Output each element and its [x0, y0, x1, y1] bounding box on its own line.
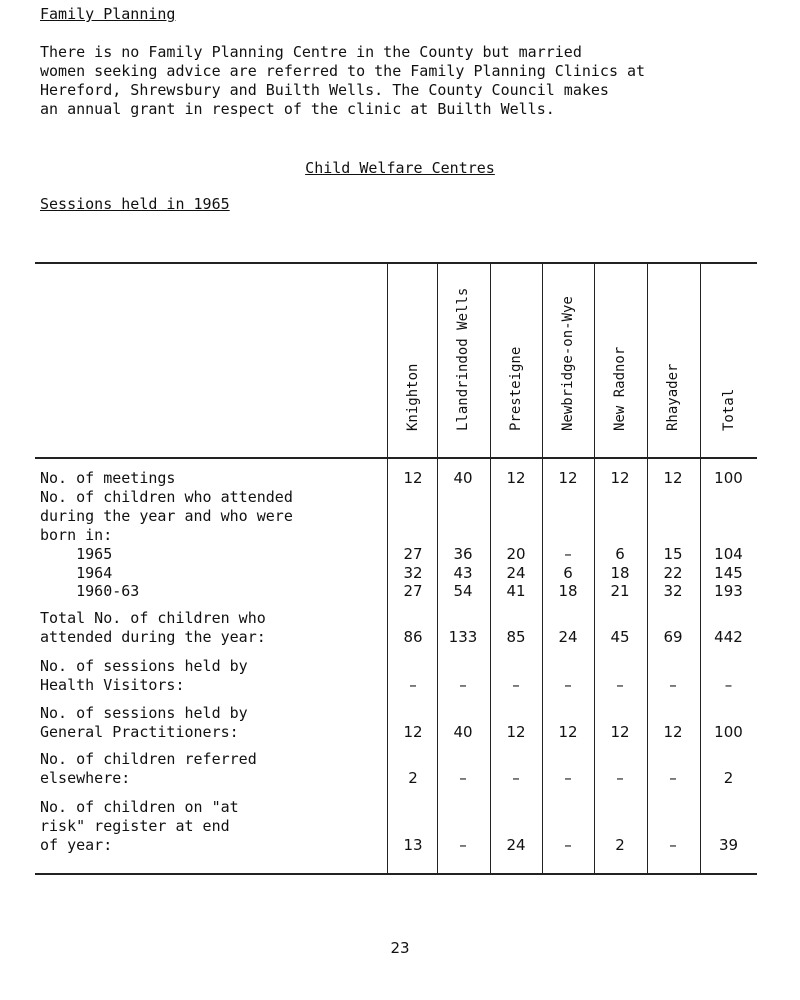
sessions-table — [35, 262, 757, 874]
row-label-line: during the year and who were — [40, 507, 293, 525]
table-cell: 40 — [453, 469, 473, 487]
table-cell: – — [459, 676, 467, 694]
table-cell: 24 — [506, 836, 526, 854]
table-cell: 40 — [453, 723, 473, 741]
row-label — [40, 750, 257, 788]
row-label-line: No. of meetings — [40, 469, 176, 487]
intro-line: an annual grant in respect of the clinic at Builth Wells. — [40, 100, 555, 118]
table-cell: 69 — [663, 628, 683, 646]
table-cell: 2 — [723, 769, 734, 787]
table-cell: 193 — [714, 582, 743, 600]
row-label-line: Total No. of children who — [40, 609, 266, 627]
table-cell: 145 — [714, 564, 743, 582]
table-cell: 12 — [663, 469, 683, 487]
table-cell: 20 — [506, 545, 526, 563]
table-cell: 104 — [714, 545, 743, 563]
row-label-line: 1965 — [40, 545, 113, 563]
table-cell: 27 — [403, 582, 423, 600]
table-bottom-rule — [35, 873, 757, 875]
table-cell: 18 — [558, 582, 578, 600]
row-label-line: risk" register at end — [40, 817, 230, 835]
column-header — [496, 262, 536, 457]
row-label-line: 1960-63 — [40, 582, 140, 600]
intro-line: women seeking advice are referred to the Family Planning Clinics at — [40, 62, 646, 80]
column-header-label: Newbridge-on-Wye — [560, 296, 576, 431]
section-subtitle: Child Welfare Centres — [305, 159, 495, 177]
table-cell: 24 — [558, 628, 578, 646]
table-cell: 12 — [403, 469, 423, 487]
table-cell: 442 — [714, 628, 743, 646]
row-label-line: General Practitioners: — [40, 723, 239, 741]
page-number: 23 — [390, 939, 410, 957]
table-cell: – — [512, 769, 520, 787]
row-label-line: elsewhere: — [40, 769, 131, 787]
table-cell: – — [512, 676, 520, 694]
table-cell: – — [669, 769, 677, 787]
row-label-line: No. of children on "at — [40, 798, 239, 816]
column-header-label: Presteigne — [508, 346, 524, 431]
column-header — [600, 262, 640, 457]
row-label-line: of year: — [40, 836, 113, 854]
column-header-label: Rhayader — [665, 363, 681, 431]
table-cell: 12 — [610, 469, 630, 487]
table-cell: 100 — [714, 723, 743, 741]
table-cell: – — [409, 676, 417, 694]
row-label-line: attended during the year: — [40, 628, 266, 646]
table-cell: 15 — [663, 545, 683, 563]
column-header — [443, 262, 483, 457]
table-cell: 12 — [663, 723, 683, 741]
table-cell: 32 — [403, 564, 423, 582]
table-cell: – — [669, 676, 677, 694]
table-cell: 45 — [610, 628, 630, 646]
table-cell: – — [459, 836, 467, 854]
table-cell: – — [564, 676, 572, 694]
table-cell: 86 — [403, 628, 423, 646]
row-label-line: born in: — [40, 526, 113, 544]
row-label — [40, 704, 248, 742]
intro-line: Hereford, Shrewsbury and Builth Wells. The County Council makes — [40, 81, 609, 99]
row-label-line: No. of sessions held by — [40, 704, 248, 722]
table-cell: – — [616, 676, 624, 694]
table-cell: 54 — [453, 582, 473, 600]
table-cell: 24 — [506, 564, 526, 582]
table-cell: 21 — [610, 582, 630, 600]
row-label-line: Health Visitors: — [40, 676, 185, 694]
column-header — [709, 262, 749, 457]
table-cell: 12 — [403, 723, 423, 741]
table-cell: 12 — [506, 469, 526, 487]
column-header-label: Llandrindod Wells — [455, 287, 471, 431]
table-cell: 2 — [408, 769, 418, 787]
column-header-label: New Radnor — [612, 346, 628, 431]
column-header-label: Total — [721, 388, 737, 431]
intro-line: There is no Family Planning Centre in the County but married — [40, 43, 582, 61]
row-label — [40, 609, 266, 647]
column-header — [393, 262, 433, 457]
page-title: Family Planning — [40, 5, 176, 23]
table-cell: – — [616, 769, 624, 787]
table-cell: 133 — [448, 628, 478, 646]
table-cell: – — [459, 769, 467, 787]
row-label-line: 1964 — [40, 564, 113, 582]
row-label — [40, 488, 293, 545]
column-header — [548, 262, 588, 457]
table-cell: – — [564, 836, 572, 854]
table-cell: – — [724, 676, 733, 694]
row-label — [40, 564, 112, 583]
row-label — [40, 657, 248, 695]
row-label — [40, 469, 175, 488]
table-cell: 100 — [714, 469, 743, 487]
table-cell: 41 — [506, 582, 526, 600]
row-label — [40, 798, 239, 855]
table-cell: 22 — [663, 564, 683, 582]
row-label-line: No. of children who attended — [40, 488, 293, 506]
table-cell: 12 — [558, 723, 578, 741]
row-label — [40, 582, 139, 601]
table-cell: 6 — [563, 564, 573, 582]
table-cell: 13 — [403, 836, 423, 854]
table-cell: 12 — [558, 469, 578, 487]
table-cell: 18 — [610, 564, 630, 582]
table-cell: 43 — [453, 564, 473, 582]
table-cell: – — [669, 836, 677, 854]
table-cell: 85 — [506, 628, 526, 646]
table-cell: 2 — [615, 836, 625, 854]
table-cell: 39 — [718, 836, 739, 854]
table-cell: 12 — [610, 723, 630, 741]
table-cell: – — [564, 769, 572, 787]
row-label-line: No. of children referred — [40, 750, 257, 768]
column-header-label: Knighton — [405, 363, 421, 431]
table-cell: 12 — [506, 723, 526, 741]
table-cell: 36 — [453, 545, 473, 563]
table-cell: 27 — [403, 545, 423, 563]
sessions-heading: Sessions held in 1965 — [40, 195, 230, 213]
column-header — [653, 262, 693, 457]
intro-paragraph — [40, 43, 780, 119]
table-cell: 32 — [663, 582, 683, 600]
table-cell: 6 — [615, 545, 625, 563]
table-cell: – — [564, 545, 572, 563]
header-rule — [35, 457, 757, 459]
row-label-line: No. of sessions held by — [40, 657, 248, 675]
row-label — [40, 545, 112, 564]
